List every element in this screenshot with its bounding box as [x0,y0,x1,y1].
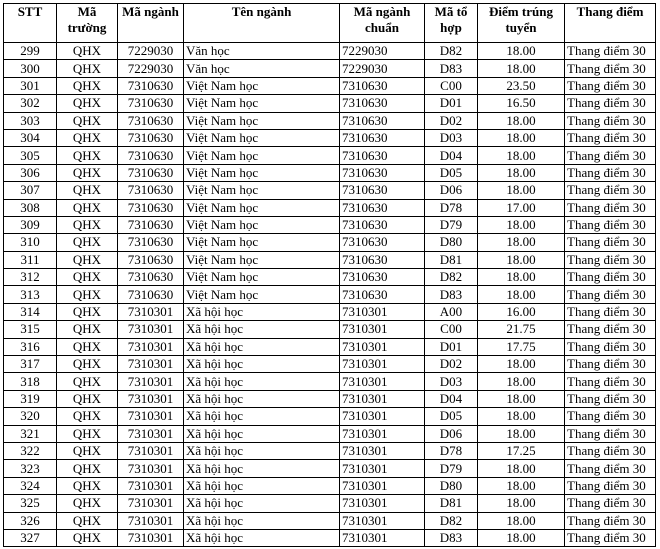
cell-school-code: QHX [57,303,118,320]
cell-major-code: 7310301 [118,460,184,477]
table-row [4,216,656,233]
cell-admission-score: 18.00 [478,356,565,373]
table-row [4,269,656,286]
cell-major-code: 7310630 [118,77,184,94]
cell-combination-code: D83 [425,60,478,77]
cell-standard-major-code: 7310301 [340,512,425,529]
cell-score-scale: Thang điểm 30 [565,390,656,407]
cell-school-code: QHX [57,216,118,233]
cell-major-code: 7310630 [118,286,184,303]
cell-combination-code: D01 [425,95,478,112]
cell-combination-code: D04 [425,390,478,407]
cell-major-name: Văn học [184,60,340,77]
cell-admission-score: 18.00 [478,129,565,146]
cell-stt: 309 [4,216,57,233]
cell-stt: 320 [4,408,57,425]
cell-major-code: 7229030 [118,60,184,77]
table-row [4,460,656,477]
cell-admission-score: 17.75 [478,338,565,355]
cell-major-name: Xã hội học [184,321,340,338]
table-row [4,95,656,112]
cell-score-scale: Thang điểm 30 [565,269,656,286]
cell-admission-score: 18.00 [478,60,565,77]
cell-major-name: Xã hội học [184,356,340,373]
cell-major-name: Việt Nam học [184,112,340,129]
cell-major-name: Xã hội học [184,529,340,546]
cell-major-name: Văn học [184,43,340,60]
cell-standard-major-code: 7310630 [340,77,425,94]
cell-standard-major-code: 7310301 [340,408,425,425]
cell-combination-code: D06 [425,425,478,442]
table-row [4,77,656,94]
cell-combination-code: D82 [425,269,478,286]
cell-major-code: 7310630 [118,199,184,216]
cell-stt: 308 [4,199,57,216]
cell-major-code: 7310301 [118,390,184,407]
cell-admission-score: 18.00 [478,251,565,268]
table-row [4,199,656,216]
cell-standard-major-code: 7310301 [340,495,425,512]
cell-major-code: 7310301 [118,477,184,494]
cell-stt: 306 [4,164,57,181]
cell-school-code: QHX [57,60,118,77]
cell-score-scale: Thang điểm 30 [565,373,656,390]
cell-admission-score: 18.00 [478,425,565,442]
header-standard-major-code: Mã ngành chuẩn [340,4,425,43]
cell-admission-score: 17.00 [478,199,565,216]
cell-combination-code: C00 [425,321,478,338]
table-row [4,321,656,338]
cell-stt: 322 [4,442,57,459]
cell-school-code: QHX [57,425,118,442]
cell-major-name: Xã hội học [184,460,340,477]
header-score-scale: Thang điểm [565,4,656,43]
cell-score-scale: Thang điểm 30 [565,251,656,268]
cell-score-scale: Thang điểm 30 [565,43,656,60]
cell-score-scale: Thang điểm 30 [565,460,656,477]
cell-combination-code: D81 [425,495,478,512]
cell-major-name: Xã hội học [184,390,340,407]
cell-major-name: Xã hội học [184,373,340,390]
cell-major-code: 7310301 [118,338,184,355]
cell-stt: 323 [4,460,57,477]
cell-major-code: 7310630 [118,147,184,164]
cell-score-scale: Thang điểm 30 [565,356,656,373]
cell-stt: 305 [4,147,57,164]
cell-major-code: 7310301 [118,495,184,512]
cell-standard-major-code: 7310630 [340,216,425,233]
header-school-code: Mã trường [57,4,118,43]
cell-standard-major-code: 7310301 [340,425,425,442]
cell-stt: 303 [4,112,57,129]
cell-school-code: QHX [57,442,118,459]
cell-major-name: Xã hội học [184,338,340,355]
cell-combination-code: D78 [425,199,478,216]
table-row [4,112,656,129]
cell-admission-score: 18.00 [478,477,565,494]
cell-score-scale: Thang điểm 30 [565,512,656,529]
table-row [4,303,656,320]
cell-score-scale: Thang điểm 30 [565,477,656,494]
table-row [4,512,656,529]
cell-score-scale: Thang điểm 30 [565,303,656,320]
cell-standard-major-code: 7310301 [340,529,425,546]
cell-school-code: QHX [57,251,118,268]
cell-major-name: Xã hội học [184,408,340,425]
cell-stt: 325 [4,495,57,512]
cell-score-scale: Thang điểm 30 [565,216,656,233]
table-row [4,529,656,546]
cell-standard-major-code: 7310630 [340,95,425,112]
cell-school-code: QHX [57,356,118,373]
cell-admission-score: 21.75 [478,321,565,338]
cell-school-code: QHX [57,147,118,164]
cell-school-code: QHX [57,477,118,494]
table-row [4,182,656,199]
cell-major-code: 7310630 [118,95,184,112]
cell-score-scale: Thang điểm 30 [565,164,656,181]
cell-admission-score: 18.00 [478,112,565,129]
table-row [4,495,656,512]
cell-stt: 319 [4,390,57,407]
table-row [4,390,656,407]
cell-admission-score: 18.00 [478,234,565,251]
cell-combination-code: D05 [425,164,478,181]
cell-major-code: 7310630 [118,234,184,251]
table-row [4,43,656,60]
cell-school-code: QHX [57,164,118,181]
table-row [4,129,656,146]
cell-score-scale: Thang điểm 30 [565,95,656,112]
cell-combination-code: D03 [425,129,478,146]
cell-major-name: Việt Nam học [184,234,340,251]
header-stt: STT [4,4,57,43]
table-row [4,408,656,425]
cell-major-code: 7310301 [118,442,184,459]
cell-admission-score: 18.00 [478,408,565,425]
cell-major-name: Xã hội học [184,512,340,529]
cell-standard-major-code: 7310301 [340,356,425,373]
cell-school-code: QHX [57,269,118,286]
cell-stt: 324 [4,477,57,494]
cell-major-name: Xã hội học [184,495,340,512]
cell-school-code: QHX [57,529,118,546]
cell-major-code: 7310301 [118,321,184,338]
cell-standard-major-code: 7310301 [340,442,425,459]
cell-stt: 302 [4,95,57,112]
cell-major-code: 7310301 [118,529,184,546]
cell-stt: 327 [4,529,57,546]
cell-major-code: 7310630 [118,129,184,146]
cell-admission-score: 18.00 [478,512,565,529]
cell-school-code: QHX [57,95,118,112]
cell-score-scale: Thang điểm 30 [565,442,656,459]
cell-school-code: QHX [57,234,118,251]
cell-combination-code: D04 [425,147,478,164]
cell-major-name: Việt Nam học [184,269,340,286]
cell-admission-score: 18.00 [478,286,565,303]
cell-score-scale: Thang điểm 30 [565,77,656,94]
cell-school-code: QHX [57,390,118,407]
table-row [4,251,656,268]
cell-major-code: 7310630 [118,251,184,268]
cell-score-scale: Thang điểm 30 [565,129,656,146]
cell-stt: 321 [4,425,57,442]
header-major-code: Mã ngành [118,4,184,43]
cell-major-name: Xã hội học [184,303,340,320]
cell-stt: 311 [4,251,57,268]
cell-combination-code: D82 [425,512,478,529]
cell-stt: 315 [4,321,57,338]
admission-scores-table-container [3,3,656,547]
cell-school-code: QHX [57,460,118,477]
cell-school-code: QHX [57,77,118,94]
cell-school-code: QHX [57,408,118,425]
table-row [4,373,656,390]
cell-major-name: Việt Nam học [184,216,340,233]
cell-major-code: 7310301 [118,408,184,425]
cell-major-code: 7310630 [118,164,184,181]
cell-major-code: 7229030 [118,43,184,60]
cell-standard-major-code: 7229030 [340,60,425,77]
cell-major-name: Việt Nam học [184,147,340,164]
cell-score-scale: Thang điểm 30 [565,199,656,216]
cell-standard-major-code: 7310630 [340,234,425,251]
cell-school-code: QHX [57,373,118,390]
cell-admission-score: 18.00 [478,216,565,233]
cell-stt: 299 [4,43,57,60]
cell-standard-major-code: 7310301 [340,373,425,390]
cell-admission-score: 18.00 [478,460,565,477]
cell-admission-score: 18.00 [478,147,565,164]
cell-major-code: 7310301 [118,512,184,529]
cell-admission-score: 17.25 [478,442,565,459]
cell-combination-code: D80 [425,234,478,251]
cell-stt: 301 [4,77,57,94]
cell-admission-score: 18.00 [478,529,565,546]
cell-score-scale: Thang điểm 30 [565,112,656,129]
cell-stt: 317 [4,356,57,373]
cell-stt: 326 [4,512,57,529]
cell-score-scale: Thang điểm 30 [565,286,656,303]
cell-standard-major-code: 7310301 [340,338,425,355]
cell-standard-major-code: 7310630 [340,112,425,129]
header-major-name: Tên ngành [184,4,340,43]
cell-admission-score: 18.00 [478,390,565,407]
cell-major-code: 7310301 [118,356,184,373]
cell-admission-score: 16.50 [478,95,565,112]
cell-stt: 307 [4,182,57,199]
cell-score-scale: Thang điểm 30 [565,425,656,442]
table-row [4,425,656,442]
cell-combination-code: D81 [425,251,478,268]
cell-major-code: 7310301 [118,425,184,442]
cell-score-scale: Thang điểm 30 [565,408,656,425]
cell-standard-major-code: 7310301 [340,390,425,407]
cell-stt: 318 [4,373,57,390]
cell-standard-major-code: 7310630 [340,182,425,199]
cell-major-name: Việt Nam học [184,251,340,268]
cell-combination-code: D83 [425,529,478,546]
cell-school-code: QHX [57,338,118,355]
table-row [4,477,656,494]
cell-school-code: QHX [57,112,118,129]
cell-combination-code: D79 [425,216,478,233]
cell-admission-score: 18.00 [478,495,565,512]
cell-combination-code: D01 [425,338,478,355]
cell-admission-score: 23.50 [478,77,565,94]
cell-score-scale: Thang điểm 30 [565,495,656,512]
admission-scores-table [3,3,656,547]
cell-score-scale: Thang điểm 30 [565,182,656,199]
cell-school-code: QHX [57,199,118,216]
table-body [4,43,656,547]
cell-major-name: Việt Nam học [184,164,340,181]
cell-combination-code: D03 [425,373,478,390]
cell-stt: 300 [4,60,57,77]
cell-combination-code: D02 [425,356,478,373]
cell-major-name: Xã hội học [184,425,340,442]
table-header-row [4,4,656,43]
cell-stt: 310 [4,234,57,251]
cell-major-name: Xã hội học [184,477,340,494]
cell-standard-major-code: 7310301 [340,477,425,494]
cell-combination-code: D78 [425,442,478,459]
cell-major-name: Việt Nam học [184,77,340,94]
cell-major-name: Việt Nam học [184,286,340,303]
cell-combination-code: D82 [425,43,478,60]
cell-major-code: 7310301 [118,303,184,320]
cell-major-name: Việt Nam học [184,182,340,199]
header-admission-score: Điểm trúng tuyển [478,4,565,43]
cell-admission-score: 16.00 [478,303,565,320]
cell-score-scale: Thang điểm 30 [565,529,656,546]
cell-major-name: Việt Nam học [184,199,340,216]
cell-admission-score: 18.00 [478,269,565,286]
cell-major-name: Việt Nam học [184,95,340,112]
table-row [4,164,656,181]
cell-school-code: QHX [57,321,118,338]
cell-major-name: Việt Nam học [184,129,340,146]
table-row [4,60,656,77]
cell-major-code: 7310630 [118,216,184,233]
cell-score-scale: Thang điểm 30 [565,321,656,338]
cell-standard-major-code: 7310630 [340,286,425,303]
cell-combination-code: D80 [425,477,478,494]
cell-school-code: QHX [57,182,118,199]
cell-combination-code: D06 [425,182,478,199]
cell-admission-score: 18.00 [478,182,565,199]
cell-major-code: 7310630 [118,182,184,199]
cell-standard-major-code: 7310630 [340,269,425,286]
cell-school-code: QHX [57,43,118,60]
cell-standard-major-code: 7310630 [340,251,425,268]
cell-score-scale: Thang điểm 30 [565,60,656,77]
cell-admission-score: 18.00 [478,43,565,60]
table-row [4,338,656,355]
cell-score-scale: Thang điểm 30 [565,338,656,355]
cell-standard-major-code: 7310630 [340,199,425,216]
cell-combination-code: A00 [425,303,478,320]
cell-combination-code: D05 [425,408,478,425]
cell-combination-code: C00 [425,77,478,94]
cell-standard-major-code: 7310301 [340,460,425,477]
cell-admission-score: 18.00 [478,164,565,181]
cell-score-scale: Thang điểm 30 [565,147,656,164]
table-row [4,234,656,251]
cell-major-code: 7310630 [118,112,184,129]
cell-stt: 316 [4,338,57,355]
cell-standard-major-code: 7310630 [340,164,425,181]
cell-stt: 313 [4,286,57,303]
cell-standard-major-code: 7310301 [340,321,425,338]
cell-major-code: 7310630 [118,269,184,286]
cell-score-scale: Thang điểm 30 [565,234,656,251]
table-row [4,356,656,373]
cell-school-code: QHX [57,512,118,529]
cell-major-code: 7310301 [118,373,184,390]
table-row [4,442,656,459]
table-row [4,286,656,303]
header-combination-code: Mã tổ hợp [425,4,478,43]
cell-standard-major-code: 7229030 [340,43,425,60]
cell-stt: 314 [4,303,57,320]
cell-school-code: QHX [57,286,118,303]
cell-standard-major-code: 7310301 [340,303,425,320]
cell-school-code: QHX [57,129,118,146]
cell-standard-major-code: 7310630 [340,147,425,164]
cell-combination-code: D79 [425,460,478,477]
cell-stt: 312 [4,269,57,286]
table-row [4,147,656,164]
cell-standard-major-code: 7310630 [340,129,425,146]
cell-combination-code: D83 [425,286,478,303]
cell-admission-score: 18.00 [478,373,565,390]
cell-school-code: QHX [57,495,118,512]
cell-stt: 304 [4,129,57,146]
cell-combination-code: D02 [425,112,478,129]
cell-major-name: Xã hội học [184,442,340,459]
